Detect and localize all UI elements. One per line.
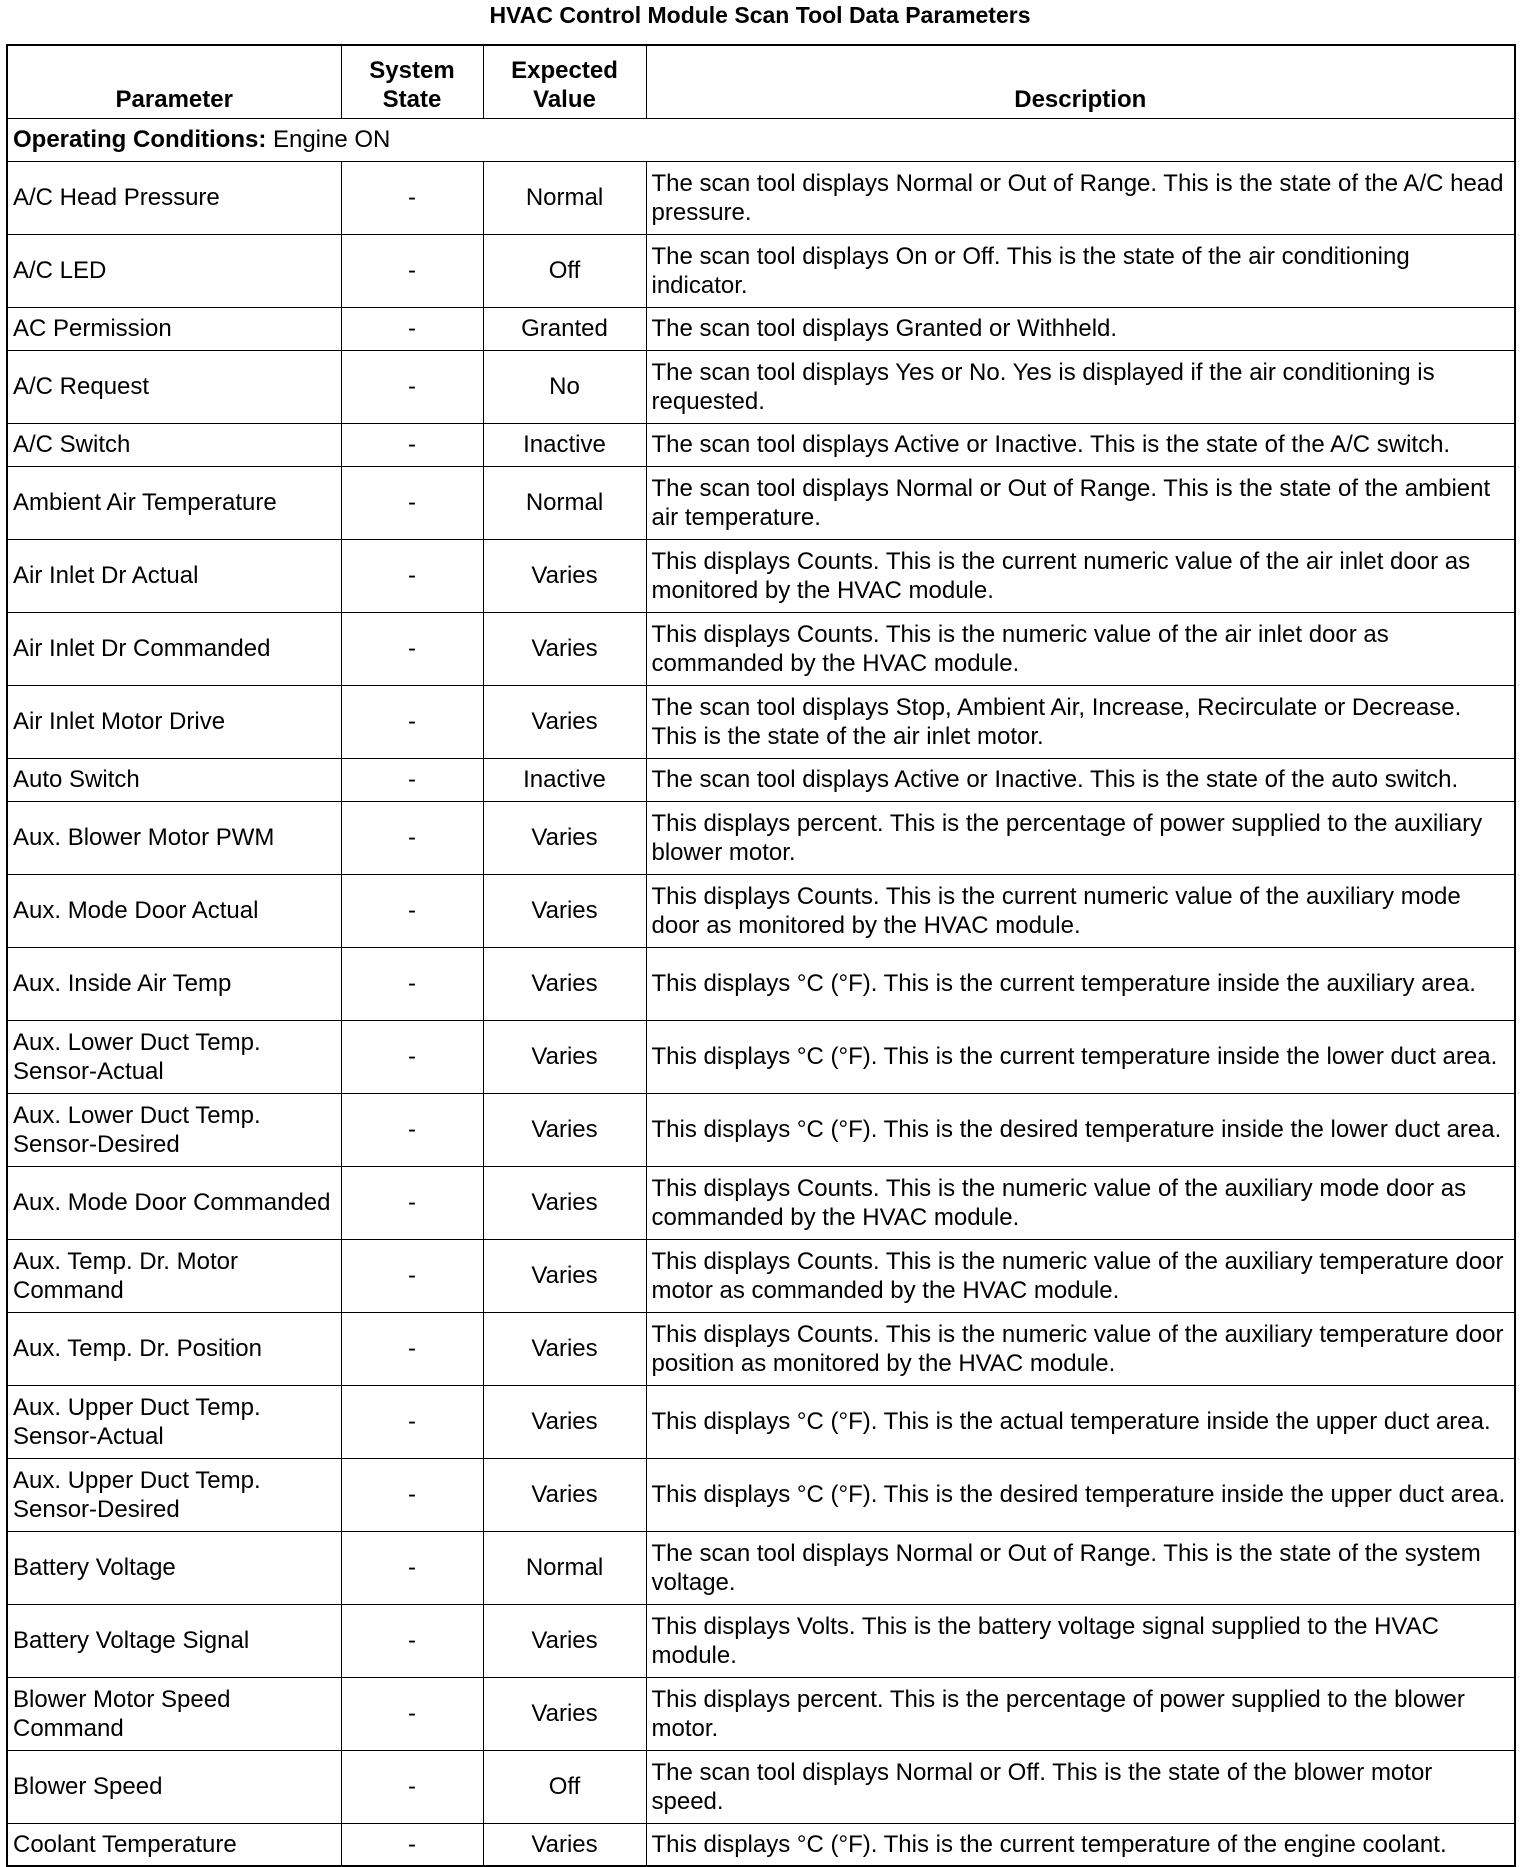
- header-system-state: System State: [341, 45, 483, 118]
- system-state-cell: -: [341, 758, 483, 801]
- system-state-cell: -: [341, 685, 483, 758]
- system-state-cell: -: [341, 1239, 483, 1312]
- parameter-cell: Blower Speed: [7, 1750, 341, 1823]
- expected-value-cell: Varies: [483, 1823, 646, 1866]
- table-row: [7, 1531, 1515, 1604]
- expected-value-cell: Varies: [483, 1385, 646, 1458]
- table-row: [7, 612, 1515, 685]
- system-state-cell: -: [341, 1823, 483, 1866]
- operating-conditions-value: Engine ON: [266, 126, 391, 153]
- parameter-cell: Coolant Temperature: [7, 1823, 341, 1866]
- parameter-cell: Air Inlet Dr Actual: [7, 539, 341, 612]
- parameter-cell: Battery Voltage Signal: [7, 1604, 341, 1677]
- description-cell: This displays Volts. This is the battery voltage signal supplied to the HVAC module.: [646, 1604, 1515, 1677]
- table-row: [7, 161, 1515, 234]
- system-state-cell: -: [341, 1093, 483, 1166]
- table-row: [7, 466, 1515, 539]
- table-row: [7, 874, 1515, 947]
- description-cell: The scan tool displays Yes or No. Yes is displayed if the air conditioning is requested.: [646, 350, 1515, 423]
- parameter-cell: A/C LED: [7, 234, 341, 307]
- table-row: [7, 1677, 1515, 1750]
- description-cell: This displays Counts. This is the current numeric value of the auxiliary mode door as monitored by the HVAC module.: [646, 874, 1515, 947]
- description-cell: This displays °C (°F). This is the desired temperature inside the upper duct area.: [646, 1458, 1515, 1531]
- header-expected-value: Expected Value: [483, 45, 646, 118]
- parameter-cell: Blower Motor Speed Command: [7, 1677, 341, 1750]
- parameter-cell: Aux. Temp. Dr. Motor Command: [7, 1239, 341, 1312]
- expected-value-cell: Granted: [483, 307, 646, 350]
- system-state-cell: -: [341, 1531, 483, 1604]
- parameter-cell: Aux. Mode Door Actual: [7, 874, 341, 947]
- expected-value-cell: Inactive: [483, 423, 646, 466]
- system-state-cell: -: [341, 1166, 483, 1239]
- expected-value-cell: Varies: [483, 874, 646, 947]
- description-cell: The scan tool displays Normal or Out of Range. This is the state of the A/C head pressure.: [646, 161, 1515, 234]
- description-cell: This displays °C (°F). This is the current temperature of the engine coolant.: [646, 1823, 1515, 1866]
- description-cell: The scan tool displays Normal or Off. This is the state of the blower motor speed.: [646, 1750, 1515, 1823]
- system-state-cell: -: [341, 1604, 483, 1677]
- description-cell: This displays °C (°F). This is the desired temperature inside the lower duct area.: [646, 1093, 1515, 1166]
- system-state-cell: -: [341, 1020, 483, 1093]
- expected-value-cell: Inactive: [483, 758, 646, 801]
- expected-value-cell: Varies: [483, 801, 646, 874]
- parameter-cell: Air Inlet Dr Commanded: [7, 612, 341, 685]
- scan-tool-parameters-table: [6, 44, 1516, 1867]
- expected-value-cell: Varies: [483, 947, 646, 1020]
- table-row: [7, 1312, 1515, 1385]
- expected-value-cell: Varies: [483, 1166, 646, 1239]
- parameter-cell: Auto Switch: [7, 758, 341, 801]
- description-cell: This displays Counts. This is the current numeric value of the air inlet door as monitored by the HVAC module.: [646, 539, 1515, 612]
- system-state-cell: -: [341, 874, 483, 947]
- table-row: [7, 1750, 1515, 1823]
- expected-value-cell: Varies: [483, 1020, 646, 1093]
- table-row: [7, 350, 1515, 423]
- expected-value-cell: Normal: [483, 466, 646, 539]
- expected-value-cell: Varies: [483, 1239, 646, 1312]
- table-row: [7, 685, 1515, 758]
- description-cell: This displays percent. This is the percentage of power supplied to the blower motor.: [646, 1677, 1515, 1750]
- system-state-cell: -: [341, 539, 483, 612]
- table-row: [7, 1093, 1515, 1166]
- operating-conditions-label: Operating Conditions:: [13, 126, 267, 153]
- parameter-cell: Aux. Inside Air Temp: [7, 947, 341, 1020]
- parameter-cell: Aux. Lower Duct Temp. Sensor-Actual: [7, 1020, 341, 1093]
- parameter-cell: Battery Voltage: [7, 1531, 341, 1604]
- expected-value-cell: Varies: [483, 685, 646, 758]
- operating-conditions-cell: [7, 118, 1515, 161]
- parameter-cell: Air Inlet Motor Drive: [7, 685, 341, 758]
- expected-value-cell: Varies: [483, 1604, 646, 1677]
- system-state-cell: -: [341, 612, 483, 685]
- description-cell: This displays °C (°F). This is the actual temperature inside the upper duct area.: [646, 1385, 1515, 1458]
- expected-value-cell: Normal: [483, 1531, 646, 1604]
- system-state-cell: -: [341, 1677, 483, 1750]
- table-row: [7, 1604, 1515, 1677]
- parameter-cell: Ambient Air Temperature: [7, 466, 341, 539]
- table-row: [7, 1166, 1515, 1239]
- parameter-cell: Aux. Blower Motor PWM: [7, 801, 341, 874]
- system-state-cell: -: [341, 1385, 483, 1458]
- system-state-cell: -: [341, 1312, 483, 1385]
- system-state-cell: -: [341, 161, 483, 234]
- system-state-cell: -: [341, 234, 483, 307]
- parameter-cell: A/C Head Pressure: [7, 161, 341, 234]
- document-title: HVAC Control Module Scan Tool Data Parameters: [489, 2, 1031, 28]
- description-cell: This displays °C (°F). This is the current temperature inside the auxiliary area.: [646, 947, 1515, 1020]
- description-cell: The scan tool displays On or Off. This is the state of the air conditioning indicator.: [646, 234, 1515, 307]
- table-row: [7, 801, 1515, 874]
- expected-value-cell: No: [483, 350, 646, 423]
- description-cell: The scan tool displays Active or Inactive. This is the state of the A/C switch.: [646, 423, 1515, 466]
- system-state-cell: -: [341, 1750, 483, 1823]
- table-row: [7, 1239, 1515, 1312]
- system-state-cell: -: [341, 947, 483, 1020]
- expected-value-cell: Varies: [483, 1093, 646, 1166]
- parameter-cell: A/C Switch: [7, 423, 341, 466]
- description-cell: The scan tool displays Granted or Withheld.: [646, 307, 1515, 350]
- table-row: [7, 947, 1515, 1020]
- system-state-cell: -: [341, 423, 483, 466]
- description-cell: This displays Counts. This is the numeric value of the auxiliary temperature door position as monitored by the HVAC module.: [646, 1312, 1515, 1385]
- system-state-cell: -: [341, 1458, 483, 1531]
- table-row: [7, 1458, 1515, 1531]
- description-cell: This displays Counts. This is the numeric value of the auxiliary mode door as commanded by the HVAC module.: [646, 1166, 1515, 1239]
- parameter-cell: Aux. Lower Duct Temp. Sensor-Desired: [7, 1093, 341, 1166]
- description-cell: The scan tool displays Active or Inactive. This is the state of the auto switch.: [646, 758, 1515, 801]
- operating-conditions-row: [7, 118, 1515, 161]
- expected-value-cell: Varies: [483, 1458, 646, 1531]
- expected-value-cell: Off: [483, 1750, 646, 1823]
- expected-value-cell: Off: [483, 234, 646, 307]
- expected-value-cell: Normal: [483, 161, 646, 234]
- description-cell: This displays °C (°F). This is the current temperature inside the lower duct area.: [646, 1020, 1515, 1093]
- description-cell: The scan tool displays Normal or Out of Range. This is the state of the system voltage.: [646, 1531, 1515, 1604]
- table-row: [7, 234, 1515, 307]
- expected-value-cell: Varies: [483, 1312, 646, 1385]
- description-cell: The scan tool displays Normal or Out of Range. This is the state of the ambient air temperature.: [646, 466, 1515, 539]
- table-row: [7, 758, 1515, 801]
- header-parameter: Parameter: [7, 45, 341, 118]
- description-cell: The scan tool displays Stop, Ambient Air, Increase, Recirculate or Decrease. This is the state of the air inlet motor.: [646, 685, 1515, 758]
- table-row: [7, 307, 1515, 350]
- expected-value-cell: Varies: [483, 1677, 646, 1750]
- table-row: [7, 1385, 1515, 1458]
- system-state-cell: -: [341, 466, 483, 539]
- system-state-cell: -: [341, 350, 483, 423]
- table-header-row: [7, 45, 1515, 118]
- system-state-cell: -: [341, 307, 483, 350]
- parameter-cell: AC Permission: [7, 307, 341, 350]
- description-cell: This displays Counts. This is the numeric value of the air inlet door as commanded by the HVAC module.: [646, 612, 1515, 685]
- parameter-cell: Aux. Upper Duct Temp. Sensor-Actual: [7, 1385, 341, 1458]
- table-row: [7, 539, 1515, 612]
- parameter-cell: A/C Request: [7, 350, 341, 423]
- description-cell: This displays percent. This is the percentage of power supplied to the auxiliary blower motor.: [646, 801, 1515, 874]
- table-row: [7, 1020, 1515, 1093]
- table-row: [7, 1823, 1515, 1866]
- parameter-cell: Aux. Mode Door Commanded: [7, 1166, 341, 1239]
- table-row: [7, 423, 1515, 466]
- description-cell: This displays Counts. This is the numeric value of the auxiliary temperature door motor as commanded by the HVAC module.: [646, 1239, 1515, 1312]
- expected-value-cell: Varies: [483, 539, 646, 612]
- parameter-cell: Aux. Temp. Dr. Position: [7, 1312, 341, 1385]
- parameter-cell: Aux. Upper Duct Temp. Sensor-Desired: [7, 1458, 341, 1531]
- header-description: Description: [646, 45, 1515, 118]
- expected-value-cell: Varies: [483, 612, 646, 685]
- system-state-cell: -: [341, 801, 483, 874]
